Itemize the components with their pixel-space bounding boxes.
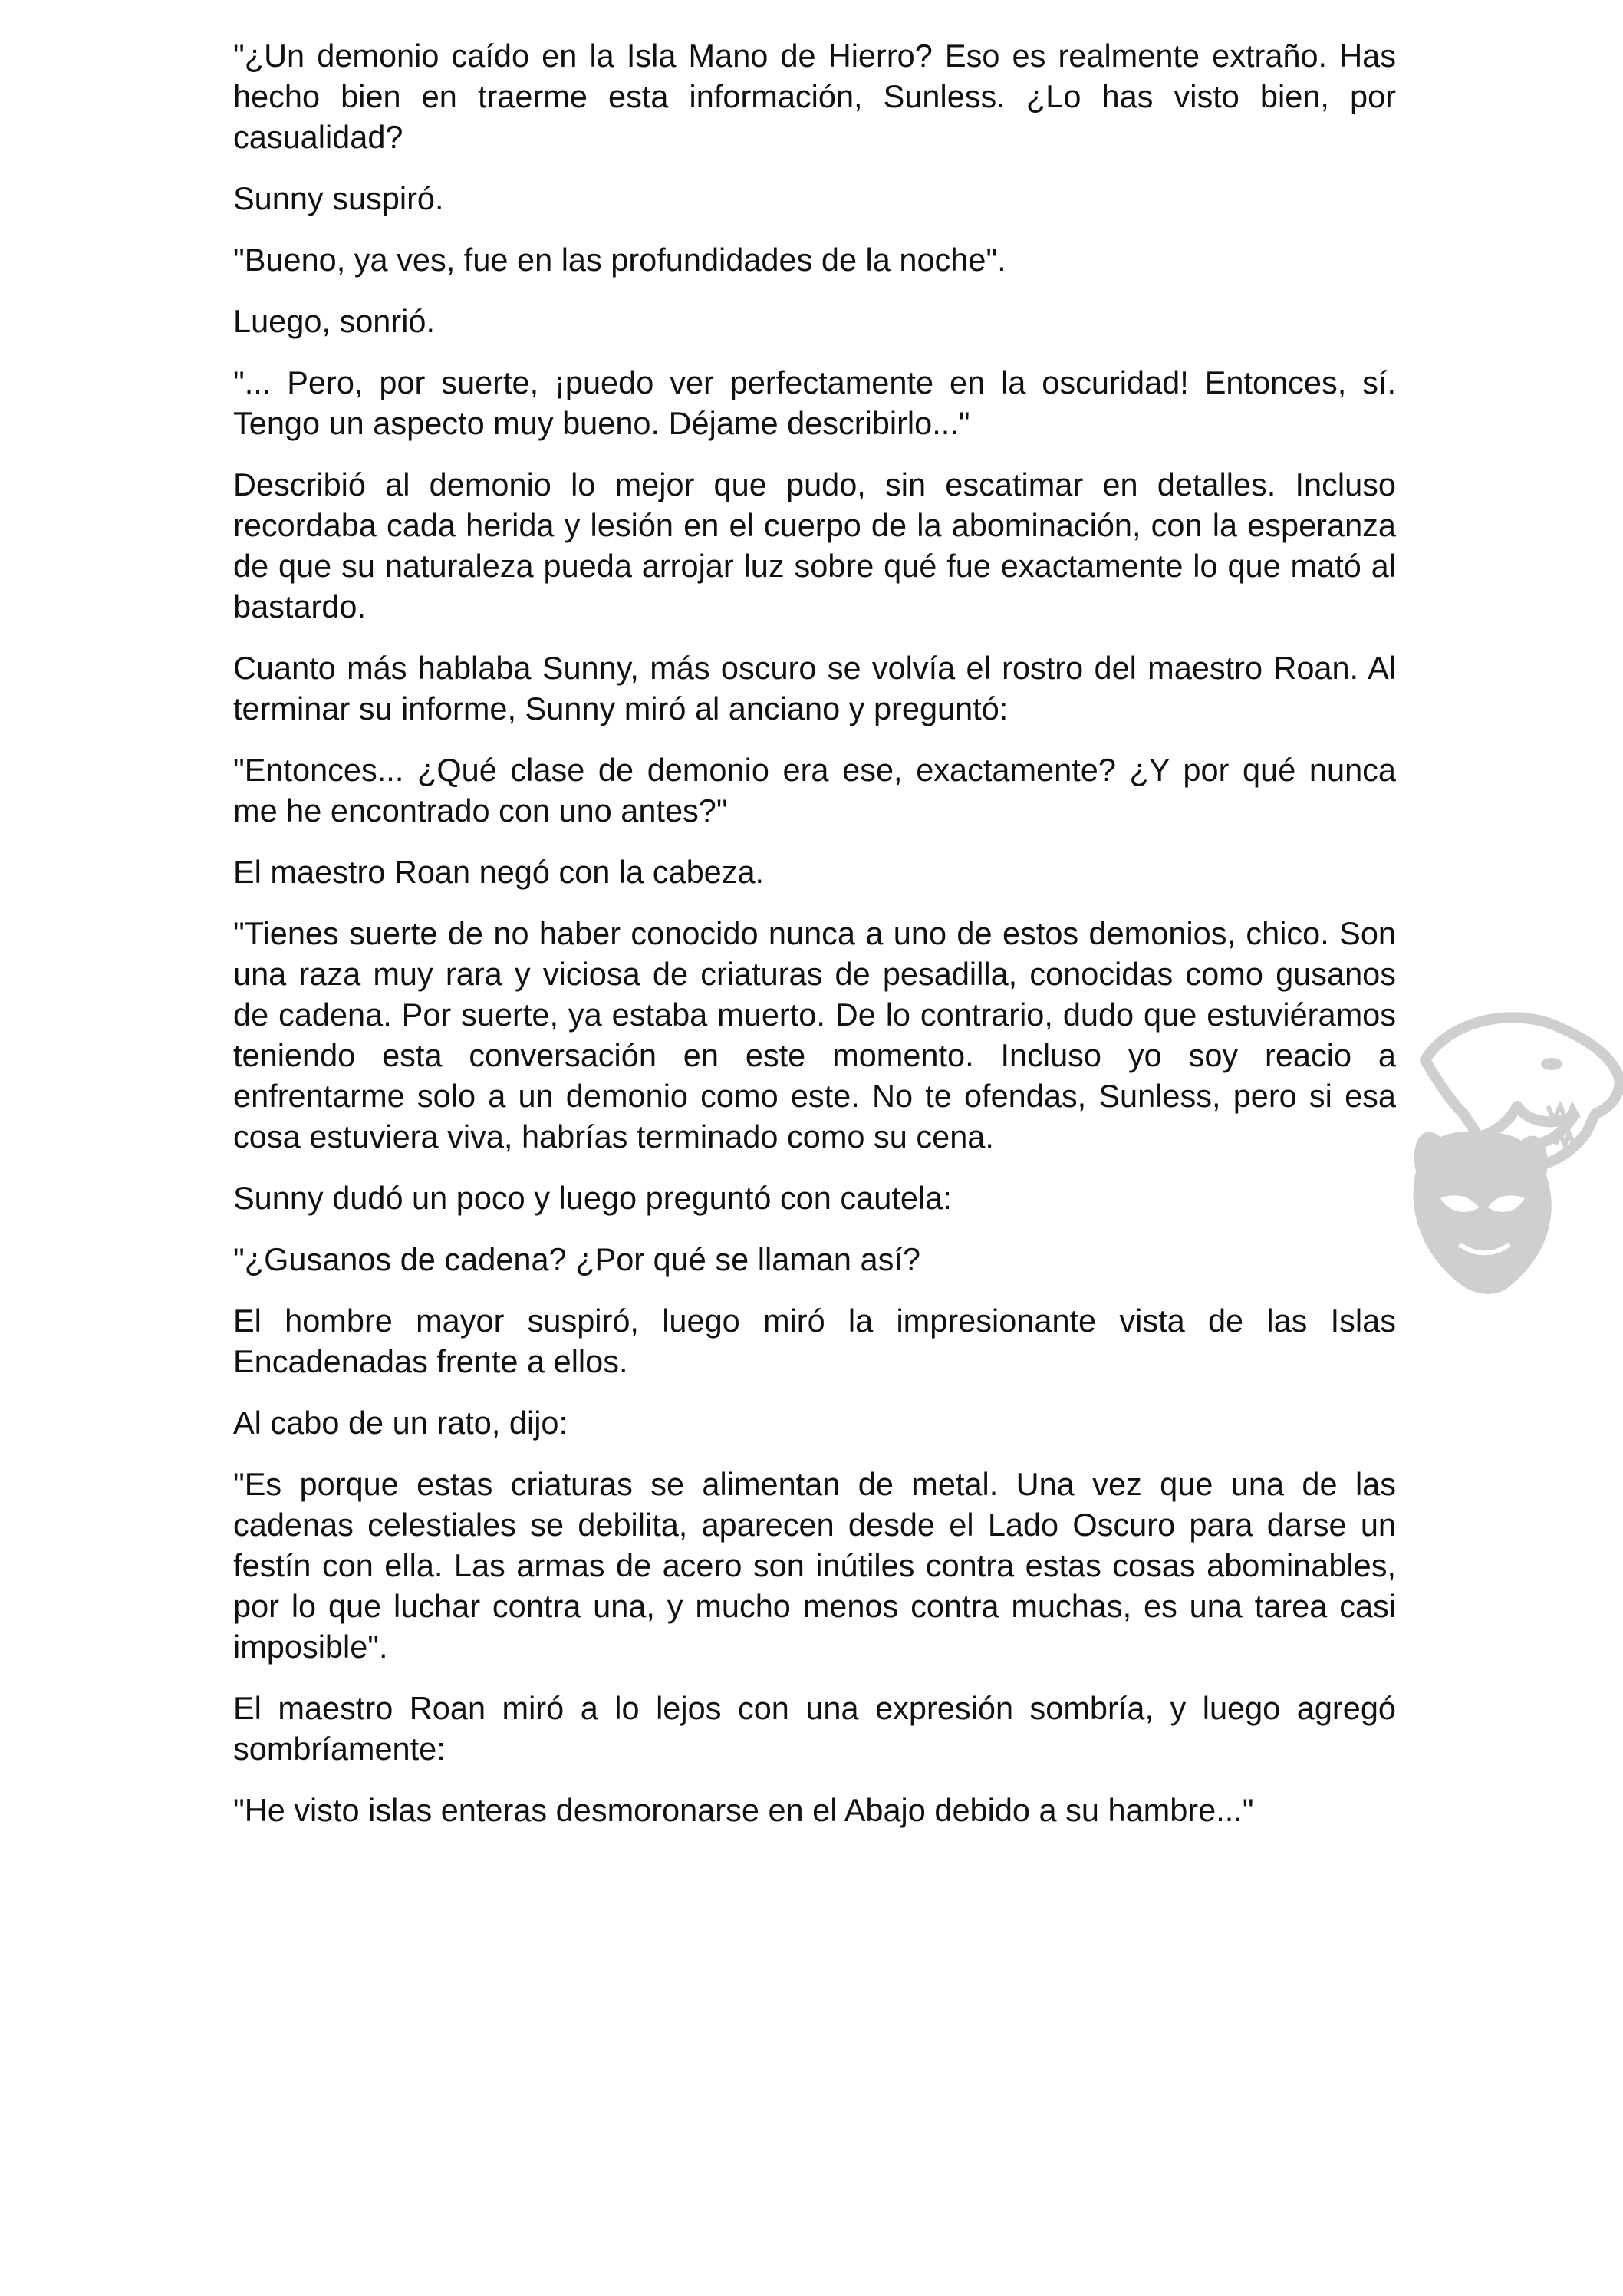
dinosaur-and-horned-mask-watermark-icon [1394,991,1623,1298]
paragraph: El maestro Roan miró a lo lejos con una expresión sombría, y luego agregó sombríamente: [233,1690,1396,1767]
paragraph: Luego, sonrió. [233,303,436,339]
paragraph: "¿Un demonio caído en la Isla Mano de Hierro? Eso es realmente extraño. Has hecho bien en traerme esta información, Sunless. ¿Lo has visto bien, por casualidad? [233,38,1396,155]
paragraph: Describió al demonio lo mejor que pudo, sin escatimar en detalles. Incluso recordaba cada herida y lesión en el cuerpo de la abominación, con la esperanza de que su naturaleza pueda arrojar luz sobre qué fue exactamente lo que mató al bastardo. [233,466,1396,624]
paragraph: Al cabo de un rato, dijo: [233,1405,568,1441]
paragraph: El maestro Roan negó con la cabeza. [233,854,765,890]
paragraph: "He visto islas enteras desmoronarse en el Abajo debido a su hambre..." [233,1792,1254,1828]
paragraph: Sunny suspiró. [233,180,444,216]
paragraph: Cuanto más hablaba Sunny, más oscuro se volvía el rostro del maestro Roan. Al terminar su informe, Sunny miró al anciano y preguntó: [233,650,1396,726]
paragraph: "Entonces... ¿Qué clase de demonio era ese, exactamente? ¿Y por qué nunca me he encontrado con uno antes?" [233,752,1396,828]
paragraph: El hombre mayor suspiró, luego miró la impresionante vista de las Islas Encadenadas frente a ellos. [233,1303,1396,1379]
paragraph: "Bueno, ya ves, fue en las profundidades de la noche". [233,242,1006,278]
paragraph: "Es porque estas criaturas se alimentan de metal. Una vez que una de las cadenas celestiales se debilita, aparecen desde el Lado Oscuro para darse un festín con ella. Las armas de acero son inútiles contra estas cosas abominables, por lo que luchar contra una, y mucho menos contra muchas, es una tarea casi imposible". [233,1466,1396,1665]
paragraph: "¿Gusanos de cadena? ¿Por qué se llaman así? [233,1241,920,1277]
paragraph: "... Pero, por suerte, ¡puedo ver perfectamente en la oscuridad! Entonces, sí. Tengo un aspecto muy bueno. Déjame describirlo..." [233,364,1396,441]
paragraph: "Tienes suerte de no haber conocido nunca a uno de estos demonios, chico. Son una raza muy rara y viciosa de criaturas de pesadilla, conocidas como gusanos de cadena. Por suerte, ya estaba muerto. De lo contrario, dudo que estuviéramos teniendo esta conversación en este momento. Incluso yo soy reacio a enfrentarme solo a un demonio como este. No te ofendas, Sunless, pero si esa cosa estuviera viva, habrías terminado como su cena. [233,915,1396,1155]
text-body [233,35,1396,1851]
paragraph: Sunny dudó un poco y luego preguntó con cautela: [233,1180,952,1216]
